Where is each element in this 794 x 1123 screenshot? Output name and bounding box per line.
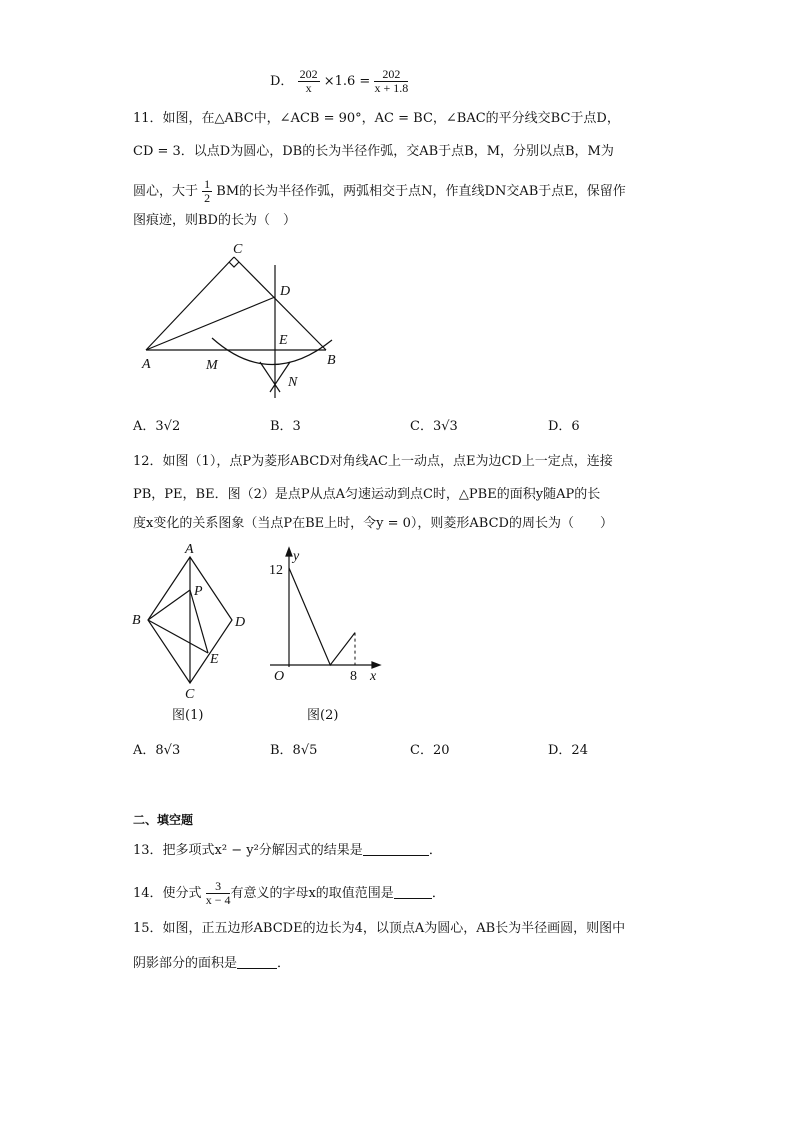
segment-bp	[148, 590, 190, 620]
q11-option-a: A．3√2	[133, 419, 181, 434]
fig2-caption: 图(2)	[307, 708, 339, 723]
fraction: $\frac{3}{x - 4}$	[205, 879, 231, 907]
arc-n-2	[270, 362, 290, 392]
section-title: 二、填空题	[133, 813, 194, 827]
q11-option-c: C．3√3	[410, 419, 458, 434]
q12-line-3: 度x变化的关系图象（当点P在BE上时，令y = 0），则菱形ABCD的周长为（ ）	[133, 516, 613, 531]
fig1-caption: 图(1)	[172, 708, 204, 723]
segment-ac	[146, 257, 234, 350]
option-label: D．	[270, 74, 294, 89]
arc-bm	[212, 338, 332, 365]
y-axis-arrow	[286, 548, 292, 556]
multiplier: ×1.6 =	[323, 74, 371, 89]
arc-n-1	[260, 362, 280, 392]
q12-option-d: D．24	[548, 743, 588, 758]
q11-line-2: CD = 3．以点D为圆心，DB的长为半径作弧，交AB于点B，M，分别以点B，M为	[133, 144, 614, 159]
label-a: A	[142, 357, 151, 372]
label-b: B	[327, 353, 336, 368]
y-axis-label: y	[293, 549, 300, 564]
label-d: D	[235, 615, 246, 630]
q11-line-3: 圆心，大于 $\frac{1}{2}$ BM的长为半径作弧，两弧相交于点N，作直线DN交AB于点E，保留作	[133, 177, 626, 205]
label-e: E	[279, 333, 288, 348]
origin-label: O	[274, 669, 285, 684]
label-a: A	[185, 542, 194, 557]
q11-option-d: D．6	[548, 419, 580, 434]
half-fraction: $\frac{1}{2}$	[204, 177, 211, 205]
q12-option-b: B．8√5	[270, 743, 318, 758]
q11-line-4: 图痕迹，则BD的长为（ ）	[133, 213, 296, 228]
question-13: 13．把多项式x² − y²分解因式的结果是 ．	[133, 843, 442, 858]
label-n: N	[288, 375, 298, 390]
q12-figure-2	[262, 542, 392, 692]
x-axis-arrow	[372, 662, 380, 668]
label-m: M	[206, 358, 218, 373]
answer-blank[interactable]	[237, 956, 277, 969]
q10-option-d	[270, 68, 408, 95]
segment-pe	[190, 590, 208, 653]
label-c: C	[185, 687, 195, 700]
right-angle-mark	[229, 262, 239, 267]
q11-line-1: 11．如图，在△ABC中，∠ACB = 90°，AC = BC，∠BAC的平分线交BC于点D，	[133, 111, 620, 126]
q12-figure-1	[128, 540, 258, 700]
q12-option-a: A．8√3	[133, 743, 181, 758]
fraction: $\frac{202}{x}$	[299, 67, 318, 95]
x-axis-label: x	[370, 669, 377, 684]
segment-be	[148, 620, 208, 653]
label-e: E	[210, 652, 219, 667]
answer-blank[interactable]	[394, 886, 432, 899]
area-graph-line	[289, 568, 355, 665]
fraction: $\frac{202}{x + 1.8}$	[374, 67, 409, 95]
q11-figure	[130, 240, 360, 405]
answer-blank[interactable]	[363, 843, 429, 856]
segment-ad	[146, 297, 275, 350]
question-14: 14．使分式 $\frac{3}{x - 4}$ 有意义的字母x的取值范围是 ．	[133, 879, 445, 907]
label-p: P	[194, 584, 203, 599]
label-d: D	[280, 284, 291, 299]
label-b: B	[132, 613, 141, 628]
q12-line-1: 12．如图（1），点P为菱形ABCD对角线AC上一动点，点E为边CD上一定点，连接	[133, 454, 613, 469]
label-c: C	[233, 242, 243, 257]
y-tick-label: 12	[269, 563, 283, 578]
x-tick-label: 8	[350, 669, 357, 684]
question-15-line-2: 阴影部分的面积是 ．	[133, 956, 291, 971]
q11-option-b: B．3	[270, 419, 301, 434]
q12-line-2: PB，PE，BE．图（2）是点P从点A匀速运动到点C时，△PBE的面积y随AP的长	[133, 487, 601, 502]
question-15-line-1: 15．如图，正五边形ABCDE的边长为4，以顶点A为圆心，AB长为半径画圆，则图中	[133, 921, 626, 936]
q12-option-c: C．20	[410, 743, 450, 758]
